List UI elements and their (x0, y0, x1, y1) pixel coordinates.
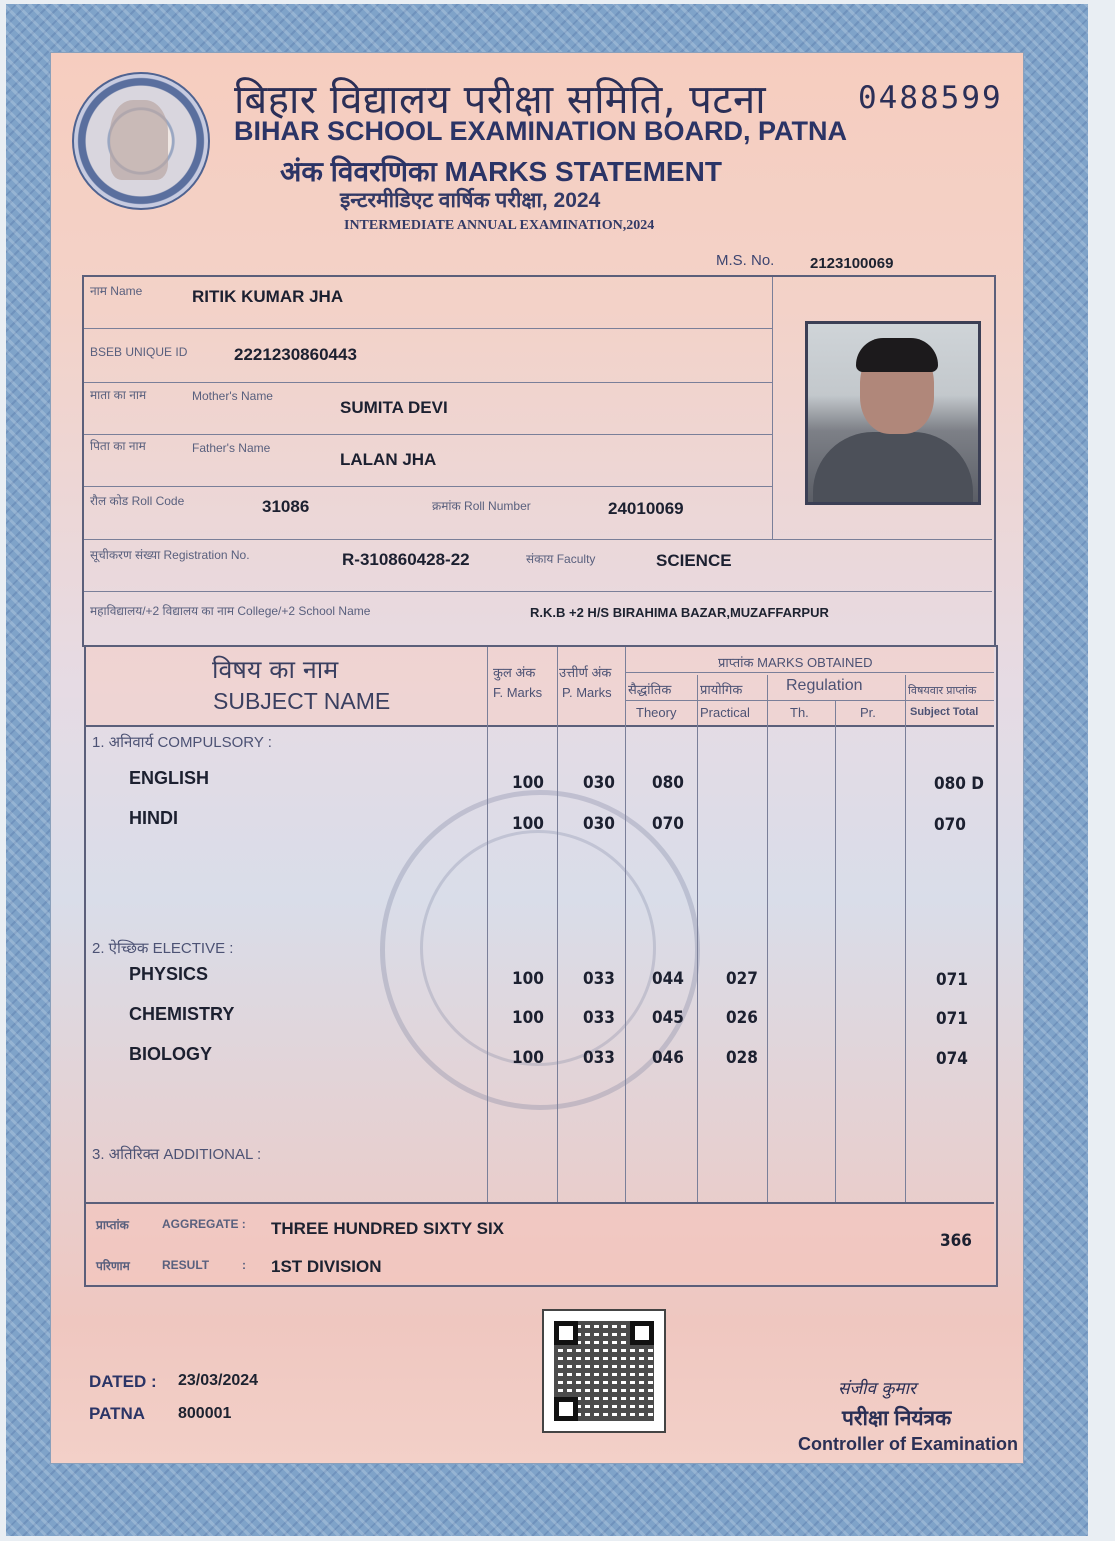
full-marks: 100 (512, 814, 544, 834)
pass-marks-header-hindi: उत्तीर्ण अंक (559, 665, 612, 680)
college-label: महाविद्यालय/+2 विद्यालय का नाम College/+2 School Name (90, 604, 371, 618)
exam-title-hindi: इन्टरमीडिएट वार्षिक परीक्षा, 2024 (340, 189, 601, 212)
aggregate-in-words: THREE HUNDRED SIXTY SIX (271, 1219, 505, 1238)
issue-date: 23/03/2024 (178, 1372, 259, 1389)
unique-id-label: BSEB UNIQUE ID (90, 345, 188, 359)
mother-label-english: Mother's Name (192, 389, 273, 403)
registration-label: सूचीकरण संख्या Registration No. (90, 548, 250, 562)
subject-total-header: Subject Total (910, 706, 979, 718)
practical-header: Practical (700, 705, 750, 720)
result-band (86, 1204, 994, 1282)
faculty-value: SCIENCE (656, 551, 732, 570)
father-label-hindi: पिता का नाम (90, 439, 146, 453)
exam-title-english: INTERMEDIATE ANNUAL EXAMINATION,2024 (344, 218, 655, 233)
ms-no-value: 2123100069 (810, 255, 894, 272)
full-marks-header: F. Marks (493, 685, 543, 700)
additional-section-label: 3. अतिरिक्त ADDITIONAL : (92, 1146, 262, 1163)
subject-name: CHEMISTRY (129, 1004, 235, 1024)
seal-figure-icon (110, 100, 168, 180)
subject-name: ENGLISH (129, 768, 210, 788)
pass-marks: 033 (583, 1048, 615, 1068)
theory-marks: 080 (652, 773, 684, 793)
full-marks-header-hindi: कुल अंक (493, 665, 536, 680)
registration-value: R-310860428-22 (342, 550, 470, 569)
subject-header-hindi: विषय का नाम (212, 655, 339, 684)
theory-marks: 070 (652, 814, 684, 834)
practical-marks: 027 (726, 969, 758, 989)
pass-marks: 033 (583, 969, 615, 989)
theory-marks: 044 (652, 969, 684, 989)
issue-pin: 800001 (178, 1405, 232, 1422)
controller-signature: संजीव कुमार (838, 1379, 916, 1399)
student-photo (805, 321, 981, 505)
subject-name: HINDI (129, 808, 178, 828)
elective-section-label: 2. ऐच्छिक ELECTIVE : (92, 940, 234, 957)
dated-label: DATED : (89, 1372, 157, 1391)
regulation-practical-header: Pr. (860, 705, 876, 720)
subject-total-header-hindi: विषयवार प्राप्तांक (908, 685, 977, 697)
subject-total: 074 (936, 1049, 968, 1069)
aggregate-label-hindi: प्राप्तांक (96, 1218, 129, 1232)
roll-number-value: 24010069 (608, 499, 684, 518)
roll-code-label: रौल कोड Roll Code (90, 494, 185, 508)
controller-title-english: Controller of Examination (798, 1434, 1019, 1454)
subject-name: BIOLOGY (129, 1044, 213, 1064)
theory-marks: 045 (652, 1008, 684, 1028)
pass-marks-header: P. Marks (562, 685, 612, 700)
marks-statement-title: अंक विवरणिका MARKS STATEMENT (280, 156, 722, 187)
practical-marks: 026 (726, 1008, 758, 1028)
ms-no-label: M.S. No. (716, 252, 775, 269)
unique-id-value: 2221230860443 (234, 345, 357, 364)
pass-marks: 033 (583, 1008, 615, 1028)
result-value: 1ST DIVISION (271, 1257, 382, 1276)
full-marks: 100 (512, 969, 544, 989)
theory-marks: 046 (652, 1048, 684, 1068)
practical-marks: 028 (726, 1048, 758, 1068)
practical-header-hindi: प्रायोगिक (700, 682, 743, 697)
theory-header-hindi: सैद्धांतिक (628, 682, 672, 697)
full-marks: 100 (512, 1008, 544, 1028)
subject-total: 071 (936, 1009, 968, 1029)
mother-label-hindi: माता का नाम (90, 388, 147, 402)
subject-total: 070 (934, 815, 966, 835)
college-name: R.K.B +2 H/S BIRAHIMA BAZAR,MUZAFFARPUR (530, 605, 829, 620)
aggregate-total: 366 (940, 1231, 972, 1251)
student-name: RITIK KUMAR JHA (192, 287, 344, 306)
compulsory-section-label: 1. अनिवार्य COMPULSORY : (92, 734, 272, 751)
aggregate-label: AGGREGATE : (162, 1217, 246, 1231)
pass-marks: 030 (583, 814, 615, 834)
full-marks: 100 (512, 773, 544, 793)
result-label: RESULT (162, 1258, 210, 1272)
board-title-hindi: बिहार विद्यालय परीक्षा समिति, पटना (234, 77, 767, 123)
subject-total: 071 (936, 970, 968, 990)
father-label-english: Father's Name (192, 441, 271, 455)
theory-header: Theory (636, 705, 677, 720)
mother-name: SUMITA DEVI (340, 398, 448, 417)
name-label: नाम Name (90, 284, 143, 298)
result-separator: : (242, 1258, 246, 1272)
result-label-hindi: परिणाम (96, 1259, 130, 1273)
subject-total: 080 D (934, 774, 984, 794)
subject-name: PHYSICS (129, 964, 209, 984)
full-marks: 100 (512, 1048, 544, 1068)
board-title-english: BIHAR SCHOOL EXAMINATION BOARD, PATNA (234, 116, 847, 146)
issue-place: PATNA (89, 1404, 146, 1423)
faculty-label: संकाय Faculty (526, 552, 596, 566)
serial-number: 0488599 (858, 80, 1003, 116)
subject-header-english: SUBJECT NAME (213, 688, 391, 714)
controller-title-hindi: परीक्षा नियंत्रक (842, 1407, 952, 1430)
roll-code-value: 31086 (262, 497, 310, 516)
pass-marks: 030 (583, 773, 615, 793)
roll-number-label: क्रमांक Roll Number (432, 499, 531, 513)
qr-code (542, 1309, 666, 1433)
regulation-theory-header: Th. (790, 705, 809, 720)
father-name: LALAN JHA (340, 450, 437, 469)
regulation-header: Regulation (786, 677, 863, 694)
marks-obtained-header: प्राप्तांक MARKS OBTAINED (718, 655, 873, 670)
